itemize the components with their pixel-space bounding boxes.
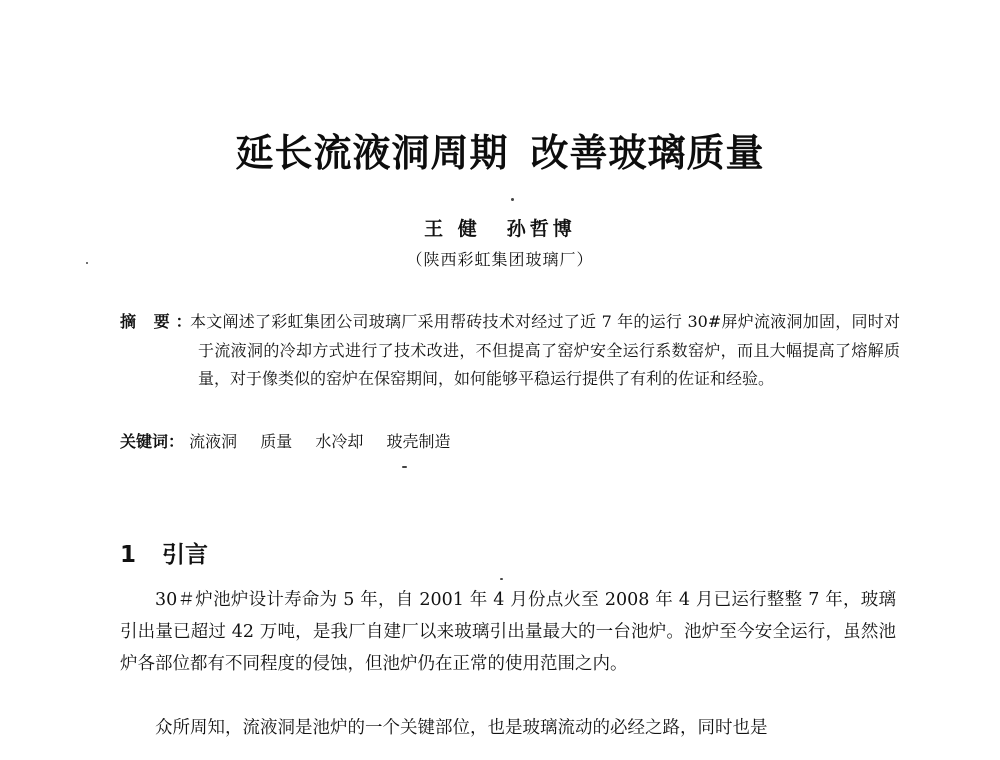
abstract-label: 摘 要：: [120, 312, 198, 331]
section-title: 引言: [162, 542, 208, 568]
body-paragraph-2: 众所周知，流液洞是池炉的一个关键部位，也是玻璃流动的必经之路，同时也是: [155, 718, 768, 738]
keyword-item: 质量: [260, 432, 293, 451]
keyword-item: 水冷却: [315, 432, 364, 451]
scan-speck: [86, 262, 88, 264]
body-paragraph-1: 30＃炉池炉设计寿命为 5 年，自 2001 年 4 月份点火至 2008 年 4 月已运行整整 7 年，玻璃引出量已超过 42 万吨，是我厂自建厂以来玻璃引出量最大的一台池炉。池炉至今安全运行，虽然池炉各部位都有不同程度的侵蚀，但池炉仍在正常的使用范围之内。: [120, 590, 896, 674]
affiliation: （陕西彩虹集团玻璃厂）: [406, 250, 594, 269]
abstract-text: 本文阐述了彩虹集团公司玻璃厂采用帮砖技术对经过了近 7 年的运行 30#屏炉流液洞加固，同时对于流液洞的冷却方式进行了技术改进，不但提高了窑炉安全运行系数窑炉，而且大幅提高了熔解质量，对于像类似的窑炉在保窑期间，如何能够平稳运行提供了有利的佐证和经验。: [190, 312, 900, 388]
scan-speck: [500, 578, 503, 580]
keyword-item: 玻壳制造: [386, 432, 451, 451]
author-list: [0, 214, 1000, 241]
section-number: 1: [120, 542, 137, 568]
scan-speck: [511, 198, 514, 201]
abstract-block: [120, 308, 900, 394]
keywords-label: 关键词：: [120, 432, 185, 451]
scan-speck: [402, 466, 407, 468]
section-heading: [120, 536, 208, 569]
author-2: 孙哲博: [506, 218, 576, 240]
keyword-item: 流液洞: [189, 432, 238, 451]
paper-title: [0, 122, 1000, 177]
title-part-2: 改善玻璃质量: [530, 131, 765, 175]
title-part-1: 延长流液洞周期: [235, 131, 509, 175]
author-1: 王 健: [424, 218, 481, 240]
keywords-block: [120, 428, 468, 456]
